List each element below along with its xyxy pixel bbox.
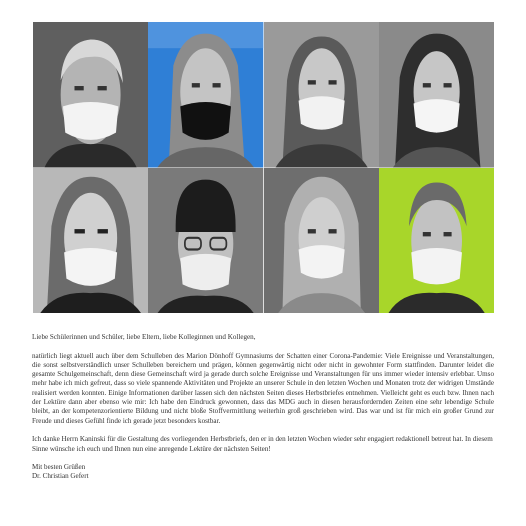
student-photo-4 xyxy=(379,22,494,168)
student-photo-1 xyxy=(33,22,148,168)
student-photo-7 xyxy=(264,168,379,314)
letter-greeting: Liebe Schülerinnen und Schüler, liebe Eltern, liebe Kolleginnen und Kollegen, xyxy=(32,333,256,341)
student-photo-5 xyxy=(33,168,148,314)
student-photo-8 xyxy=(379,168,494,314)
letter-paragraph-1: natürlich liegt aktuell auch über dem Schulleben des Marion Dönhoff Gymnasiums der Schatten einer Corona-Pandemie: Viele Ereignisse und Veranstaltungen, die sonst selbstverständlich unser Schulleben bereichern und prägen, können gegenwärtig nicht oder nicht in gewohnter Form stattfinden. Darunter leidet die gesamte Schulgemeinschaft, denn diese Gemeinschaft wird ja gerade durch solche Ereignisse und Veranstaltungen für uns immer wieder intensiv erlebbar. Umso mehr habe ich mich gefreut, dass so viele spannende Aktivitäten und Projekte an unserer Schule in den letzten Wochen und Monaten trotz der widrigen Umstände realisiert werden konnten. Einige Informationen darüber lassen sich den nächsten Seiten dieses Herbstbriefes entnehmen. Vielleicht geht es euch bzw. Ihnen nach der Lektüre dann aber ebenso wie mir: Ich habe den Eindruck gewonnen, dass das MDG auch in diesen herausfordernden Zeiten eine sehr lebendige Schule bleibt, an der kompetenzorientierte Bildung und nicht bloße Stoffvermittlung weiterhin groß geschrieben wird. Das war und ist für mich ein großer Grund zur Freude und dieses Gefühl finde ich gerade jetzt besonders kostbar. xyxy=(32,351,494,425)
letter-body xyxy=(32,333,494,482)
student-photo-2 xyxy=(148,22,263,168)
student-photo-6 xyxy=(148,168,263,314)
letter-signature: Dr. Christian Gefert xyxy=(32,472,89,481)
letter-paragraph-2: Ich danke Herrn Kaninski für die Gestaltung des vorliegenden Herbstbriefs, den er in den letzten Wochen wieder sehr engagiert redaktionell betreut hat. In diesem Sinne wünsche ich euch und Ihnen nun eine anregende Lektüre der nächsten Seiten! xyxy=(32,435,493,453)
student-photo-grid xyxy=(33,22,494,313)
student-photo-3 xyxy=(264,22,379,168)
letter-closing: Mit besten Grüßen xyxy=(32,463,86,472)
